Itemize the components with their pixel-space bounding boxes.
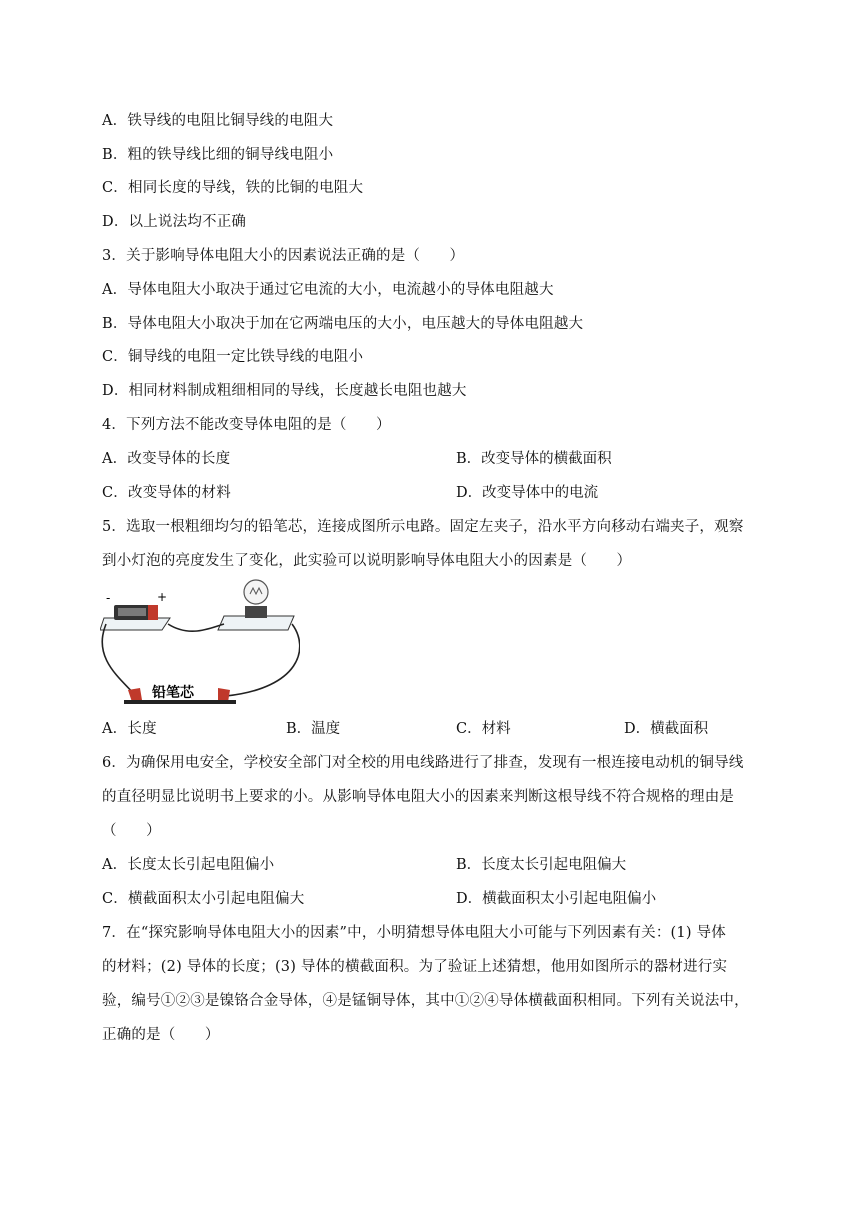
q6-option-d: D．横截面积太小引起电阻偏小: [456, 891, 657, 907]
right-wire: [226, 624, 300, 696]
bulb-socket: [245, 606, 267, 618]
q3-option-b: B．导体电阻大小取决于加在它两端电压的大小，电压越大的导体电阻越大: [102, 316, 584, 332]
q5-stem-line-1: 5．选取一根粗细均匀的铅笔芯，连接成图所示电路。固定左夹子，沿水平方向移动右端夹子，观察: [102, 519, 744, 535]
q6-option-c: C．横截面积太小引起电阻偏大: [102, 891, 305, 907]
q4-option-a: A．改变导体的长度: [102, 451, 231, 467]
q7-stem-line-3: 验，编号①②③是镍铬合金导体，④是锰铜导体，其中①②④导体横截面积相同。下列有关说法中，: [102, 993, 749, 1009]
q5-option-c: C．材料: [456, 721, 511, 737]
q3-option-c: C．铜导线的电阻一定比铁导线的电阻小: [102, 349, 364, 365]
q2-option-a: A．铁导线的电阻比铜导线的电阻大: [102, 113, 334, 129]
q5-option-b: B．温度: [286, 721, 341, 737]
right-clip: [218, 688, 230, 702]
q3-stem: 3．关于影响导体电阻大小的因素说法正确的是（ ）: [102, 248, 465, 264]
battery-minus-sign: -: [106, 591, 111, 605]
left-clip: [128, 688, 142, 702]
q7-stem-line-4: 正确的是（ ）: [102, 1027, 220, 1043]
q3-option-a: A．导体电阻大小取决于通过它电流的大小，电流越小的导体电阻越大: [102, 282, 554, 298]
battery-positive-end: [148, 605, 158, 620]
q6-stem-line-2: 的直径明显比说明书上要求的小。从影响导体电阻大小的因素来判断这根导线不符合规格的理由是: [102, 789, 735, 805]
q5-option-d: D．横截面积: [624, 721, 709, 737]
q4-stem: 4．下列方法不能改变导体电阻的是（ ）: [102, 417, 391, 433]
pencil-lead-circuit-figure: [100, 578, 300, 710]
q4-option-b: B．改变导体的横截面积: [456, 451, 612, 467]
q4-option-c: C．改变导体的材料: [102, 485, 231, 501]
q2-option-d: D．以上说法均不正确: [102, 214, 247, 230]
q2-option-c: C．相同长度的导线，铁的比铜的电阻大: [102, 180, 364, 196]
middle-wire: [168, 624, 224, 631]
q6-stem-line-1: 6．为确保用电安全，学校安全部门对全校的用电线路进行了排查，发现有一根连接电动机的铜导线: [102, 755, 744, 771]
battery-plus-sign: +: [157, 590, 168, 604]
bulb-board: [218, 616, 294, 630]
q2-option-b: B．粗的铁导线比细的铜导线电阻小: [102, 147, 334, 163]
q4-option-d: D．改变导体中的电流: [456, 485, 599, 501]
q7-stem-line-1: 7．在“探究影响导体电阻大小的因素”中，小明猜想导体电阻大小可能与下列因素有关：(1) 导体: [102, 925, 726, 941]
q5-stem-line-2: 到小灯泡的亮度发生了变化，此实验可以说明影响导体电阻大小的因素是（ ）: [102, 553, 632, 569]
q6-stem-line-3: （ ）: [102, 823, 161, 839]
bulb-icon: [244, 580, 268, 604]
left-wire: [102, 624, 136, 696]
pencil-lead-label: 铅笔芯: [152, 685, 194, 701]
circuit-diagram: [100, 578, 300, 710]
q6-option-b: B．长度太长引起电阻偏大: [456, 857, 627, 873]
q7-stem-line-2: 的材料；(2) 导体的长度；(3) 导体的横截面积。为了验证上述猜想，他用如图所示的器材进行实: [102, 959, 728, 975]
q6-option-a: A．长度太长引起电阻偏小: [102, 857, 275, 873]
battery-label: [118, 608, 146, 616]
q5-option-a: A．长度: [102, 721, 157, 737]
q3-option-d: D．相同材料制成粗细相同的导线，长度越长电阻也越大: [102, 383, 467, 399]
